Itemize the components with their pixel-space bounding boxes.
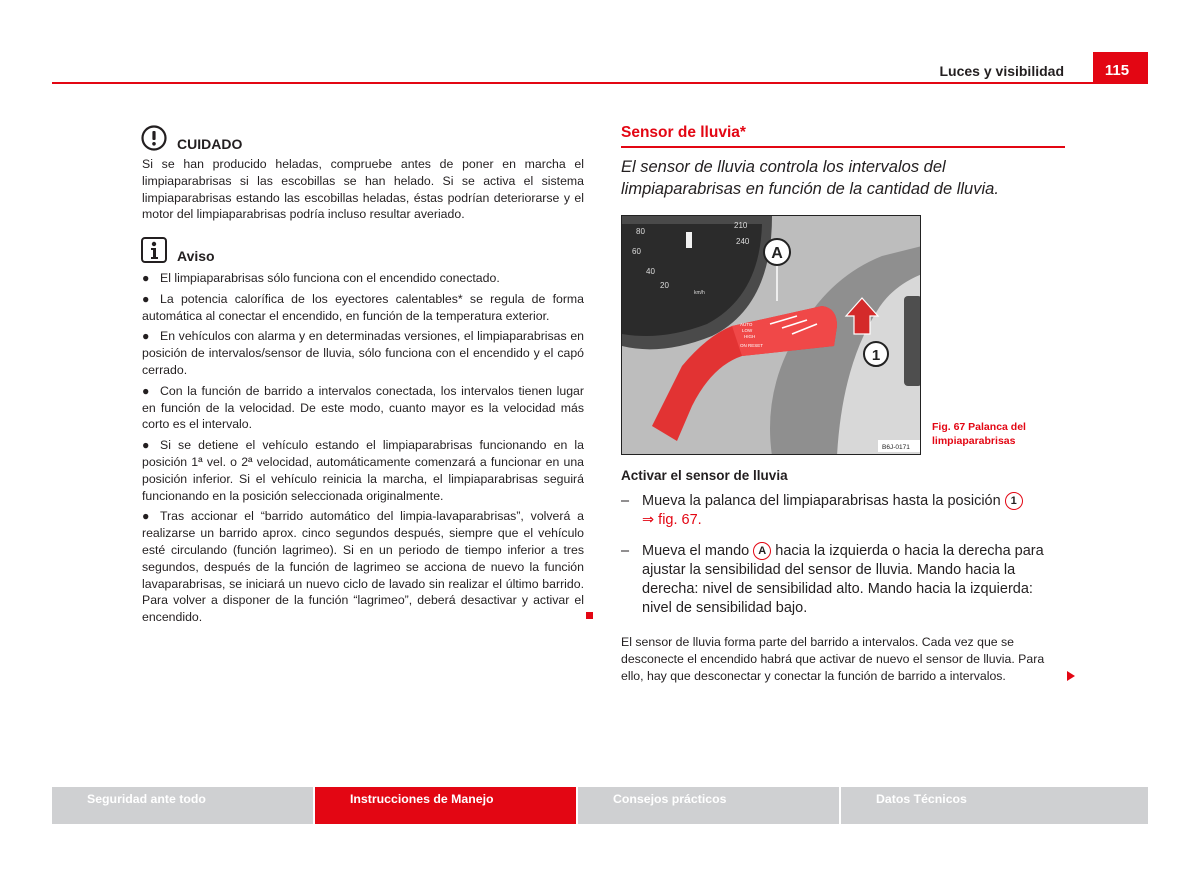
gauge-tick: 240 xyxy=(736,237,750,246)
section-title: Luces y visibilidad xyxy=(939,63,1064,79)
header-rule xyxy=(52,82,1148,84)
warning-title: CUIDADO xyxy=(177,136,243,152)
activate-subheading: Activar el sensor de lluvia xyxy=(621,468,788,483)
wiper-lever-figure xyxy=(621,215,921,455)
tab-consejos[interactable]: Consejos prácticos xyxy=(578,787,839,824)
tab-seguridad[interactable]: Seguridad ante todo xyxy=(52,787,313,824)
info-icon xyxy=(141,237,167,268)
gauge-tick: 210 xyxy=(734,221,748,230)
lever-mark: HIGH xyxy=(744,334,756,339)
note-title: Aviso xyxy=(177,248,215,264)
note-item: ● Tras accionar el “barrido automático del limpia-lavaparabrisas”, volverá a realizarse un barrido aprox. cinco segundos después, siempre que el vehículo esté circulando (función lagrimeo). Si en un periodo de tiempo inferior a tres segundos, después de la función de lagrimeo se acciona de nuevo la función lavaparabrisas, se iniciará un nuevo ciclo de lavado sin realizar el último barrido. Para volver a disponer de la función “lagrimeo”, deberá desactivar y activar el encendido. xyxy=(142,509,584,625)
warning-icon xyxy=(141,125,167,156)
page-number: 115 xyxy=(1104,62,1130,79)
note-item: ● Con la función de barrido a intervalos conectada, los intervalos tienen lugar en función de la velocidad. De este modo, cuanto mayor es la velocidad más corto es el intervalo. xyxy=(142,383,584,432)
step-1: – Mueva la palanca del limpiaparabrisas hasta la posición 1 ⇒ fig. 67. xyxy=(621,492,1061,530)
gauge-tick: 20 xyxy=(660,281,669,290)
sensor-title: Sensor de lluvia* xyxy=(621,124,746,141)
note-item: ● En vehículos con alarma y en determinadas versiones, el limpiaparabrisas en posición de intervalos/sensor de lluvia, sólo funciona con el encendido y el capó cerrado. xyxy=(142,329,584,377)
step-2: – Mueva el mando A hacia la izquierda o hacia la derecha para ajustar la sensibilidad del sensor de lluvia. Mando hacia la derecha: nivel de sensibilidad alto. Mando hacia la izquierda: nivel de sensibilidad bajo. xyxy=(621,543,1044,616)
sensor-paragraph: El sensor de lluvia forma parte del barrido a intervalos. Cada vez que se desconecte el encendido habrá que activar de nuevo el sensor de lluvia. Para ello, hay que desconectar y conectar la función de barrido a intervalos. xyxy=(621,635,1045,683)
figure-reference-link[interactable]: ⇒ fig. 67. xyxy=(642,512,702,528)
control-a-marker: A xyxy=(753,542,771,560)
gauge-unit: km/h xyxy=(694,290,705,296)
note-item: ● La potencia calorífica de los eyectores calentables* se regula de forma automática al conectar el encendido, en función de la temperatura exterior. xyxy=(142,291,584,323)
gauge-tick: 80 xyxy=(636,227,645,236)
gauge-tick: 60 xyxy=(632,247,641,256)
position-1-marker: 1 xyxy=(1005,492,1023,510)
sensor-intro: El sensor de lluvia controla los intervalos del limpiaparabrisas en función de la cantidad de lluvia. xyxy=(621,158,999,198)
figure-code: B6J-0171 xyxy=(882,444,910,451)
figure-caption: Fig. 67 Palanca del limpiaparabrisas xyxy=(932,421,1026,447)
sensor-title-rule xyxy=(621,146,1065,148)
lever-mark: LOW xyxy=(742,328,753,333)
tab-datos-tecnicos[interactable]: Datos Técnicos xyxy=(841,787,1148,824)
marker-1-label: 1 xyxy=(871,347,881,364)
note-list xyxy=(142,270,584,630)
lever-mark: ON RESET xyxy=(740,343,764,348)
gauge-tick: 40 xyxy=(646,267,655,276)
continue-arrow-icon xyxy=(1067,671,1075,681)
warning-text: Si se han producido heladas, compruebe antes de poner en marcha el limpiaparabrisas si las escobillas se han helado. Si se activa el sistema limpiaparabrisas estando las escobillas heladas, éstas podrían deteriorarse y el motor del limpiaparabrisas podría incluso resultar averiado. xyxy=(142,157,584,222)
lever-mark: AUTO xyxy=(740,322,753,327)
tab-instrucciones[interactable]: Instrucciones de Manejo xyxy=(315,787,576,824)
wiper-lever-illustration xyxy=(622,216,921,455)
note-item: ● El limpiaparabrisas sólo funciona con el encendido conectado. xyxy=(142,271,500,285)
note-item: ● Si se detiene el vehículo estando el limpiaparabrisas funcionando en la posición 1ª vel. o 2ª velocidad, automáticamente comenzará a funcionar en una posición inferior. Si el vehículo reinicia la marcha, el limpiaparabrisas seguirá funcionando en la posición seleccionada originalmente. xyxy=(142,438,584,503)
marker-a-label: A xyxy=(771,245,783,262)
end-marker-icon xyxy=(586,612,593,619)
